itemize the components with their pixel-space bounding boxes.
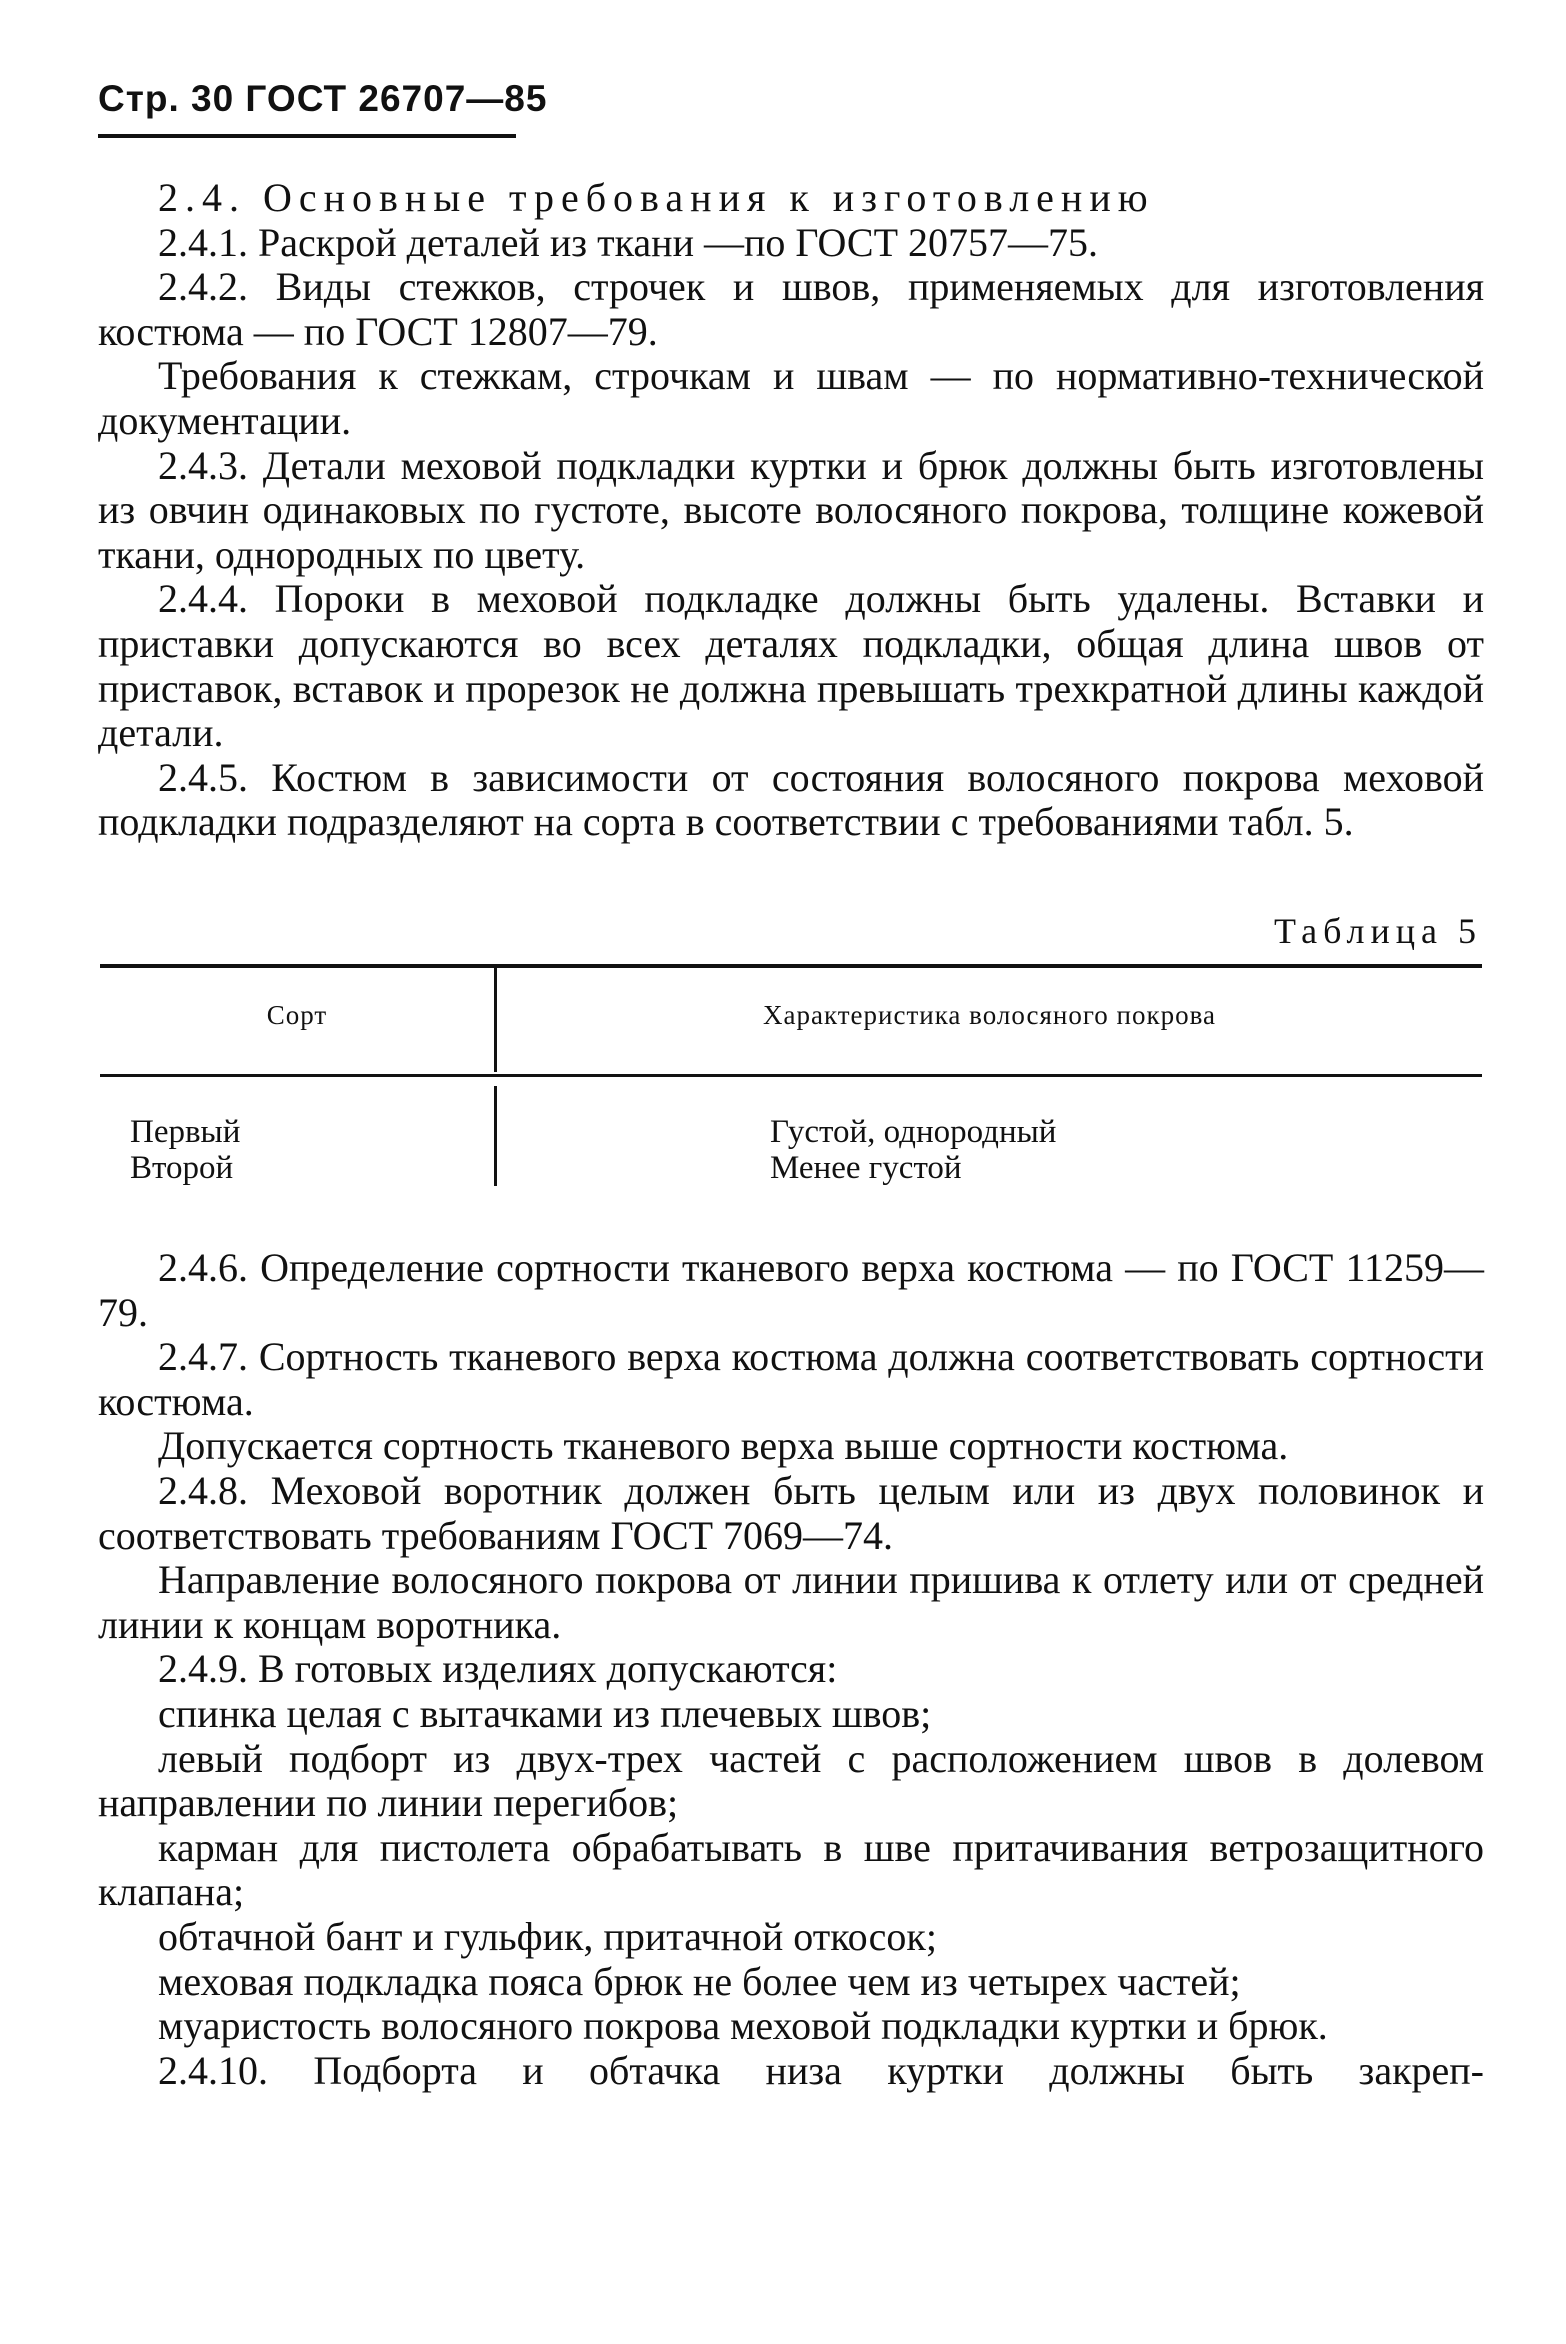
list-item-bow-fly: обтачной бант и гульфик, притачной откосок;	[158, 1913, 937, 1959]
list-item-left-facing: левый подборт из двух-трех частей с расположением швов в долевом направлении по линии перегибов;	[98, 1735, 1484, 1826]
list-item-pistol-pocket: карман для пистолета обрабатывать в шве притачивания ветрозащитного клапана;	[98, 1824, 1484, 1915]
table-header-grade: Сорт	[266, 1000, 328, 1030]
list-item-moire: муаристость волосяного покрова меховой подкладки куртки и брюк.	[158, 2003, 1328, 2049]
paragraph-2-4-10: 2.4.10. Подборта и обтачка низа куртки должны быть закреп-	[158, 2047, 1484, 2093]
paragraph-2-4-7: 2.4.7. Сортность тканевого верха костюма должна соответствовать сортности костюма.	[98, 1334, 1484, 1424]
paragraph-2-4-2: 2.4.2. Виды стежков, строчек и швов, применяемых для изготовления костюма — по ГОСТ 12807—79.	[98, 264, 1484, 354]
list-item-waistband-lining: меховая подкладка пояса брюк не более чем из четырех частей;	[158, 1958, 1241, 2004]
text-block-top	[98, 176, 1484, 845]
paragraph-stitch-requirements: Требования к стежкам, строчкам и швам — по нормативно-технической документации.	[98, 353, 1484, 443]
paragraph-2-4-1: 2.4.1. Раскрой деталей из ткани —по ГОСТ 20757—75.	[158, 219, 1098, 265]
table-body-divider	[494, 1086, 497, 1186]
table-top-rule	[100, 964, 1482, 968]
table-cell-characteristic: Густой, однородный	[770, 1114, 1057, 1150]
table-cell-grade: Первый	[130, 1114, 241, 1150]
paragraph-2-4-9: 2.4.9. В готовых изделиях допускаются:	[158, 1646, 838, 1692]
paragraph-pile-direction: Направление волосяного покрова от линии пришива к отлету или от средней линии к концам воротника.	[98, 1557, 1484, 1647]
header-underline	[98, 134, 516, 138]
paragraph-2-4-5: 2.4.5. Костюм в зависимости от состояния волосяного покрова меховой подкладки подразделяют на сорта в соответствии с требованиями табл. 5.	[98, 754, 1484, 845]
table-characteristic-column	[770, 1114, 1056, 1186]
table-cell-grade: Второй	[130, 1150, 234, 1186]
paragraph-2-4-4: 2.4.4. Пороки в меховой подкладке должны быть удалены. Вставки и приставки допускаются во всех деталях подкладки, общая длина швов от приставок, вставок и прорезок не должна превышать трехкратной длины каждой детали.	[98, 576, 1484, 756]
text-block-bottom	[98, 1246, 1484, 2093]
paragraph-2-4-8: 2.4.8. Меховой воротник должен быть целым или из двух половинок и соответствовать требованиям ГОСТ 7069—74.	[98, 1467, 1484, 1558]
paragraph-2-4-3: 2.4.3. Детали меховой подкладки куртки и брюк должны быть изготовлены из овчин одинаковых по густоте, высоте волосяного покрова, толщине кожевой ткани, однородных по цвету.	[98, 442, 1484, 577]
page-header: Стр. 30 ГОСТ 26707—85	[98, 78, 548, 119]
table-header-characteristic: Характеристика волосяного покрова	[763, 1000, 1216, 1030]
list-item-back: спинка целая с вытачками из плечевых швов;	[158, 1690, 932, 1736]
table-grade-column	[130, 1114, 240, 1186]
table-cell-characteristic: Менее густой	[770, 1150, 962, 1186]
section-heading: 2.4. Основные требования к изготовлению	[158, 175, 1155, 220]
table-header-rule	[100, 1074, 1482, 1077]
paragraph-2-4-6: 2.4.6. Определение сортности тканевого верха костюма — по ГОСТ 11259—79.	[98, 1245, 1484, 1335]
table-caption: Таблица 5	[1274, 911, 1482, 951]
paragraph-allowed-grade: Допускается сортность тканевого верха выше сортности костюма.	[158, 1423, 1289, 1469]
